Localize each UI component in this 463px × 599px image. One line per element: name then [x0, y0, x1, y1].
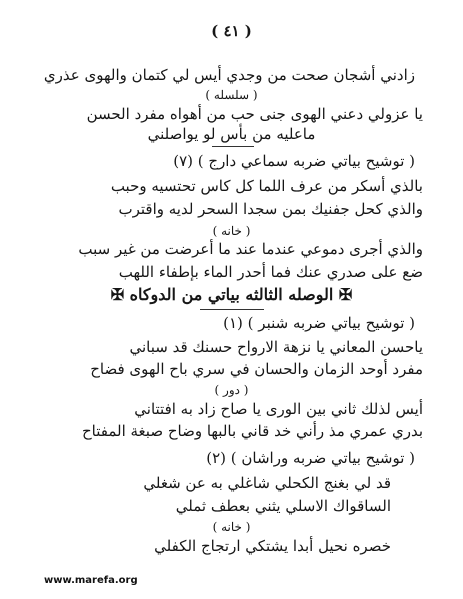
section-label: ( سلسله ) [205, 88, 258, 102]
section-label: ( خانه ) [212, 520, 251, 534]
piece-heading: ( توشيح بياتي ضربه وراشان ) (٢) [206, 449, 415, 467]
verse-line: ياحسن المعاني يا نزهة الارواح حسنك قد سباني [129, 338, 423, 356]
piece-heading: ( توشيح بياتي ضربه سماعي دارج ) (٧) [173, 152, 415, 170]
verse-line: مفرد أوحد الزمان والحسان في سري باح الهوى فضاح [90, 360, 423, 378]
section-title [0, 286, 463, 304]
verse-line: أيس لذلك ثاني بين الورى يا صاح زاد به افتتاني [134, 400, 423, 418]
piece-heading: ( توشيح بياتي ضربه شنبر ) (١) [223, 314, 415, 332]
verse-line: قد لي بغنج الكحلي شاغلي به عن شغلي [143, 474, 391, 492]
verse-line: بالذي أسكر من عرف اللما كل كاس تحتسيه وحبب [110, 177, 423, 195]
verse-line: خصره نحيل أبدا يشتكي ارتجاج الكفلي [154, 537, 391, 555]
separator-rule [200, 309, 264, 310]
verse-line: ماعليه من بأس لو يواصلني [147, 125, 316, 143]
verse-line: زادني أشجان صحت من وجدي أيس لي كتمان والهوى عذري [43, 66, 415, 84]
verse-line: بدري عمري مذ رأني خد قاني بالبها وضاح صبغة المفتاح [81, 422, 423, 440]
verse-line: يا عزولي دعني الهوى جنى حب من أهواه مفرد الحسن [86, 105, 423, 123]
section-label: ( خانه ) [212, 224, 251, 238]
verse-line: والذي كحل جفنيك بمن سجدا السحر لديه واقترب [118, 200, 423, 218]
footer-url: www.marefa.org [44, 575, 138, 586]
ornament-icon: ✠ [110, 285, 125, 304]
separator-rule [212, 146, 254, 147]
section-title-text: الوصله الثالثه بياتي من الدوكاه [129, 285, 334, 304]
page-number: ( ٤١ ) [211, 22, 252, 40]
section-label: ( دور ) [214, 383, 249, 397]
verse-line: الساقواك الاسلي يثني بعطف ثملي [175, 497, 391, 515]
verse-line: ضع على صدري عنك فما أحدر الماء بإطفاء اللهب [118, 263, 423, 281]
verse-line: والذي أجرى دموعي عندما عند ما أعرضت من غير سبب [78, 240, 423, 258]
ornament-icon: ✠ [338, 285, 353, 304]
